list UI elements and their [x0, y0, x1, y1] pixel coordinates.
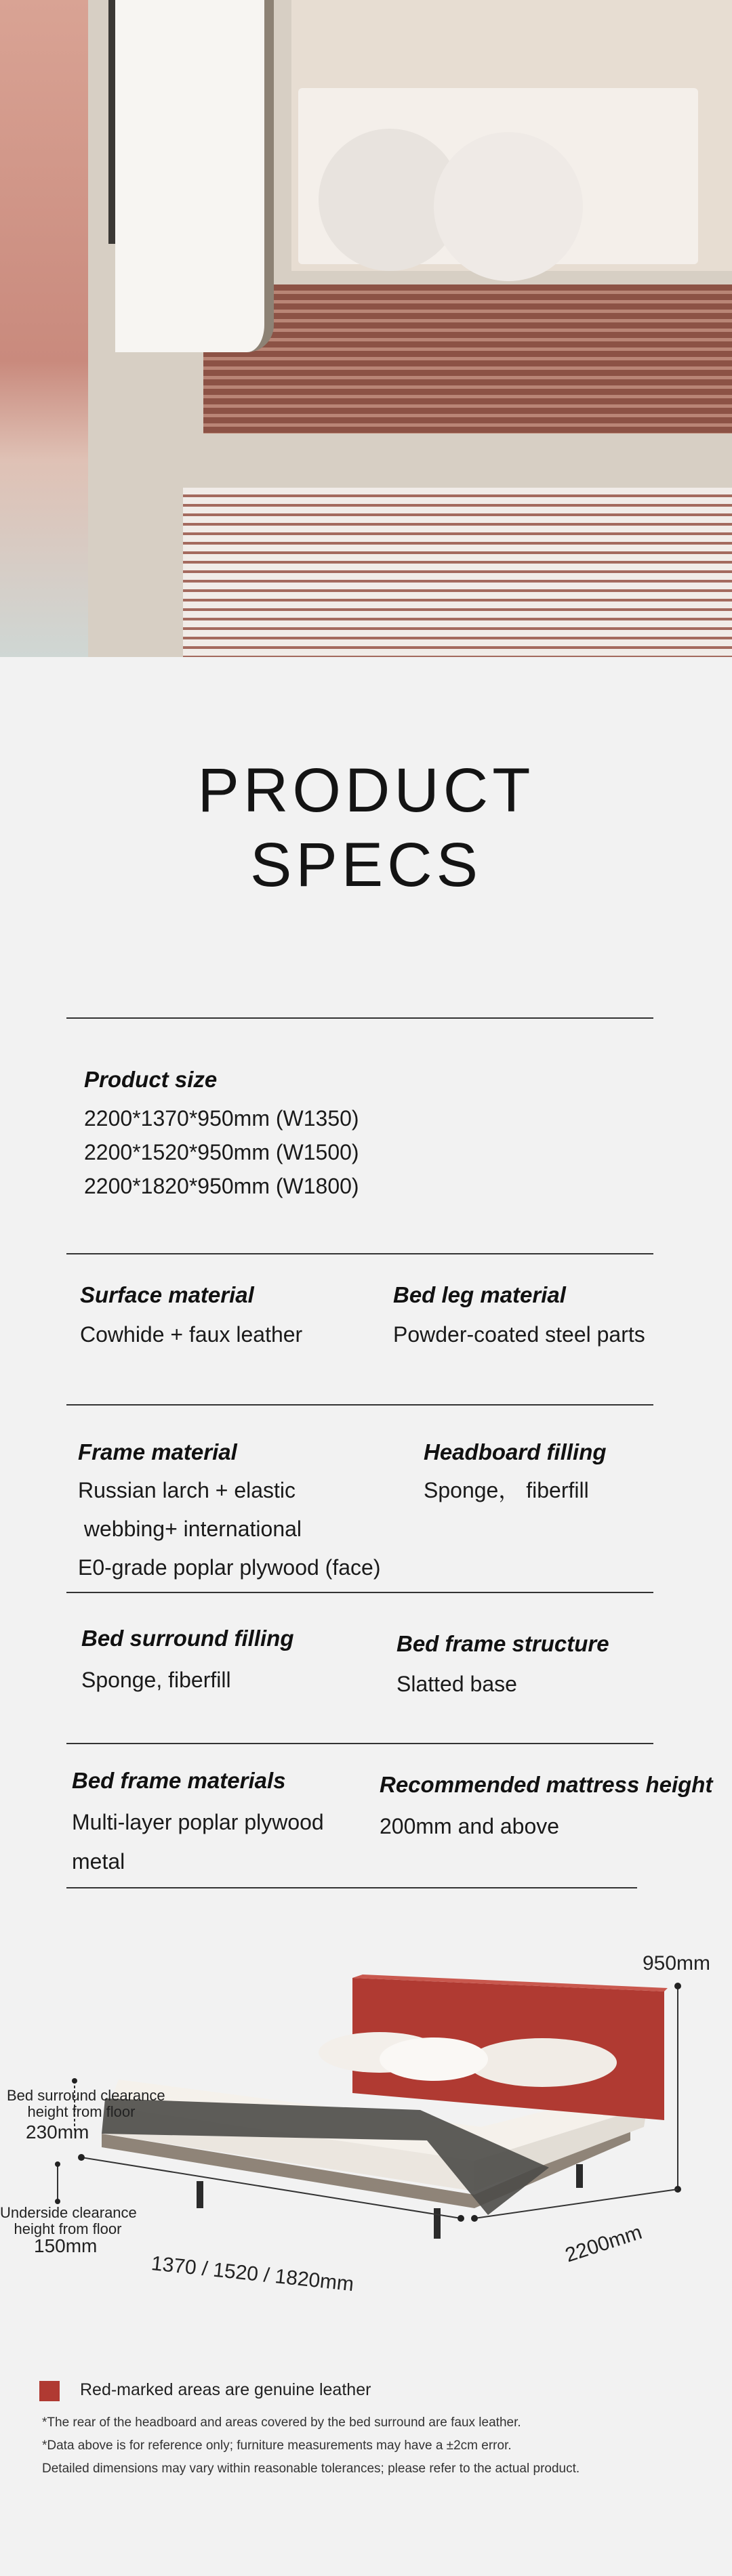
- divider: [66, 1592, 653, 1593]
- dimension-dot: [458, 2215, 464, 2222]
- headboard-filling-label: Headboard filling: [424, 1439, 607, 1464]
- underside-clearance-label: [0, 2205, 136, 2237]
- surface-material-label: Surface material: [80, 1282, 254, 1307]
- surround-clearance-label-line2: height from floor: [27, 2103, 136, 2120]
- bed-frame-materials-label: Bed frame materials: [72, 1768, 286, 1793]
- hero-photo: [0, 0, 732, 657]
- hero-bed: [115, 0, 274, 352]
- frame-material-label: Frame material: [78, 1439, 237, 1464]
- surround-clearance-label: [7, 2087, 165, 2120]
- bed-surround-filling-label: Bed surround filling: [81, 1626, 294, 1651]
- bed-frame-structure-label: Bed frame structure: [396, 1631, 609, 1656]
- dimension-dot: [55, 2199, 60, 2204]
- product-size-value: 2200*1370*950mm (W1350): [84, 1106, 359, 1131]
- dimension-dot: [55, 2161, 60, 2167]
- divider: [66, 1743, 653, 1744]
- underside-clearance-value: 150mm: [34, 2235, 98, 2256]
- height-dimension: 950mm: [643, 1952, 711, 1975]
- page-title-line1: PRODUCT: [197, 756, 535, 825]
- dimension-dot: [72, 2078, 77, 2084]
- dimension-dot: [78, 2154, 85, 2161]
- mattress-height-value: 200mm and above: [380, 1814, 560, 1838]
- hero-window-blind: [183, 488, 732, 657]
- dimension-dot: [471, 2215, 478, 2222]
- bed-frame-materials-value: metal: [72, 1849, 125, 1874]
- surface-material-value: Cowhide + faux leather: [80, 1322, 303, 1347]
- underside-clearance-label-line1: Underside clearance: [0, 2204, 137, 2221]
- hero-rug: [0, 0, 88, 657]
- note: Detailed dimensions may vary within reasonable tolerances; please refer to the actual product.: [42, 2462, 580, 2476]
- bed-frame-structure-value: Slatted base: [396, 1672, 517, 1696]
- dimension-dot: [674, 1983, 681, 1989]
- width-dimension: 1370 / 1520 / 1820mm: [150, 2252, 355, 2296]
- note: *Data above is for reference only; furniture measurements may have a ±2cm error.: [42, 2438, 512, 2453]
- frame-material-value: webbing+ international: [78, 1517, 302, 1541]
- pillow: [468, 2038, 617, 2087]
- divider: [66, 1017, 653, 1019]
- product-size-value: 2200*1820*950mm (W1800): [84, 1174, 359, 1198]
- pillow: [380, 2037, 488, 2081]
- frame-material-value: E0-grade poplar plywood (face): [78, 1555, 381, 1580]
- bed-surround-filling-value: Sponge, fiberfill: [81, 1668, 231, 1692]
- note: *The rear of the headboard and areas covered by the bed surround are faux leather.: [42, 2415, 521, 2430]
- bed-leg: [197, 2181, 203, 2208]
- frame-material-value: Russian larch + elastic: [78, 1478, 296, 1502]
- page-title-line2: SPECS: [250, 830, 482, 900]
- bed-leg-material-label: Bed leg material: [393, 1282, 566, 1307]
- hero-circle-decor: [434, 132, 583, 281]
- legend-text: Red-marked areas are genuine leather: [80, 2380, 371, 2399]
- mattress-height-label: Recommended mattress height: [380, 1772, 713, 1797]
- hero-window-blind: [203, 284, 732, 434]
- surround-clearance-value: 230mm: [26, 2121, 89, 2142]
- bed-frame-materials-value: Multi-layer poplar plywood: [72, 1810, 324, 1834]
- headboard-filling-value: Sponge， fiberfill: [424, 1478, 589, 1502]
- divider: [66, 1404, 653, 1406]
- product-size-value: 2200*1520*950mm (W1500): [84, 1140, 359, 1164]
- bed-leg: [434, 2208, 441, 2239]
- leather-swatch: [39, 2381, 60, 2401]
- bed-leg-material-value: Powder-coated steel parts: [393, 1322, 645, 1347]
- underside-clearance-label-line2: height from floor: [14, 2220, 122, 2237]
- bed-leg: [576, 2164, 583, 2188]
- divider: [66, 1253, 653, 1254]
- divider: [66, 1887, 637, 1888]
- product-size-label: Product size: [84, 1067, 218, 1092]
- length-dimension: 2200mm: [563, 2220, 645, 2267]
- surround-clearance-label-line1: Bed surround clearance: [7, 2087, 165, 2104]
